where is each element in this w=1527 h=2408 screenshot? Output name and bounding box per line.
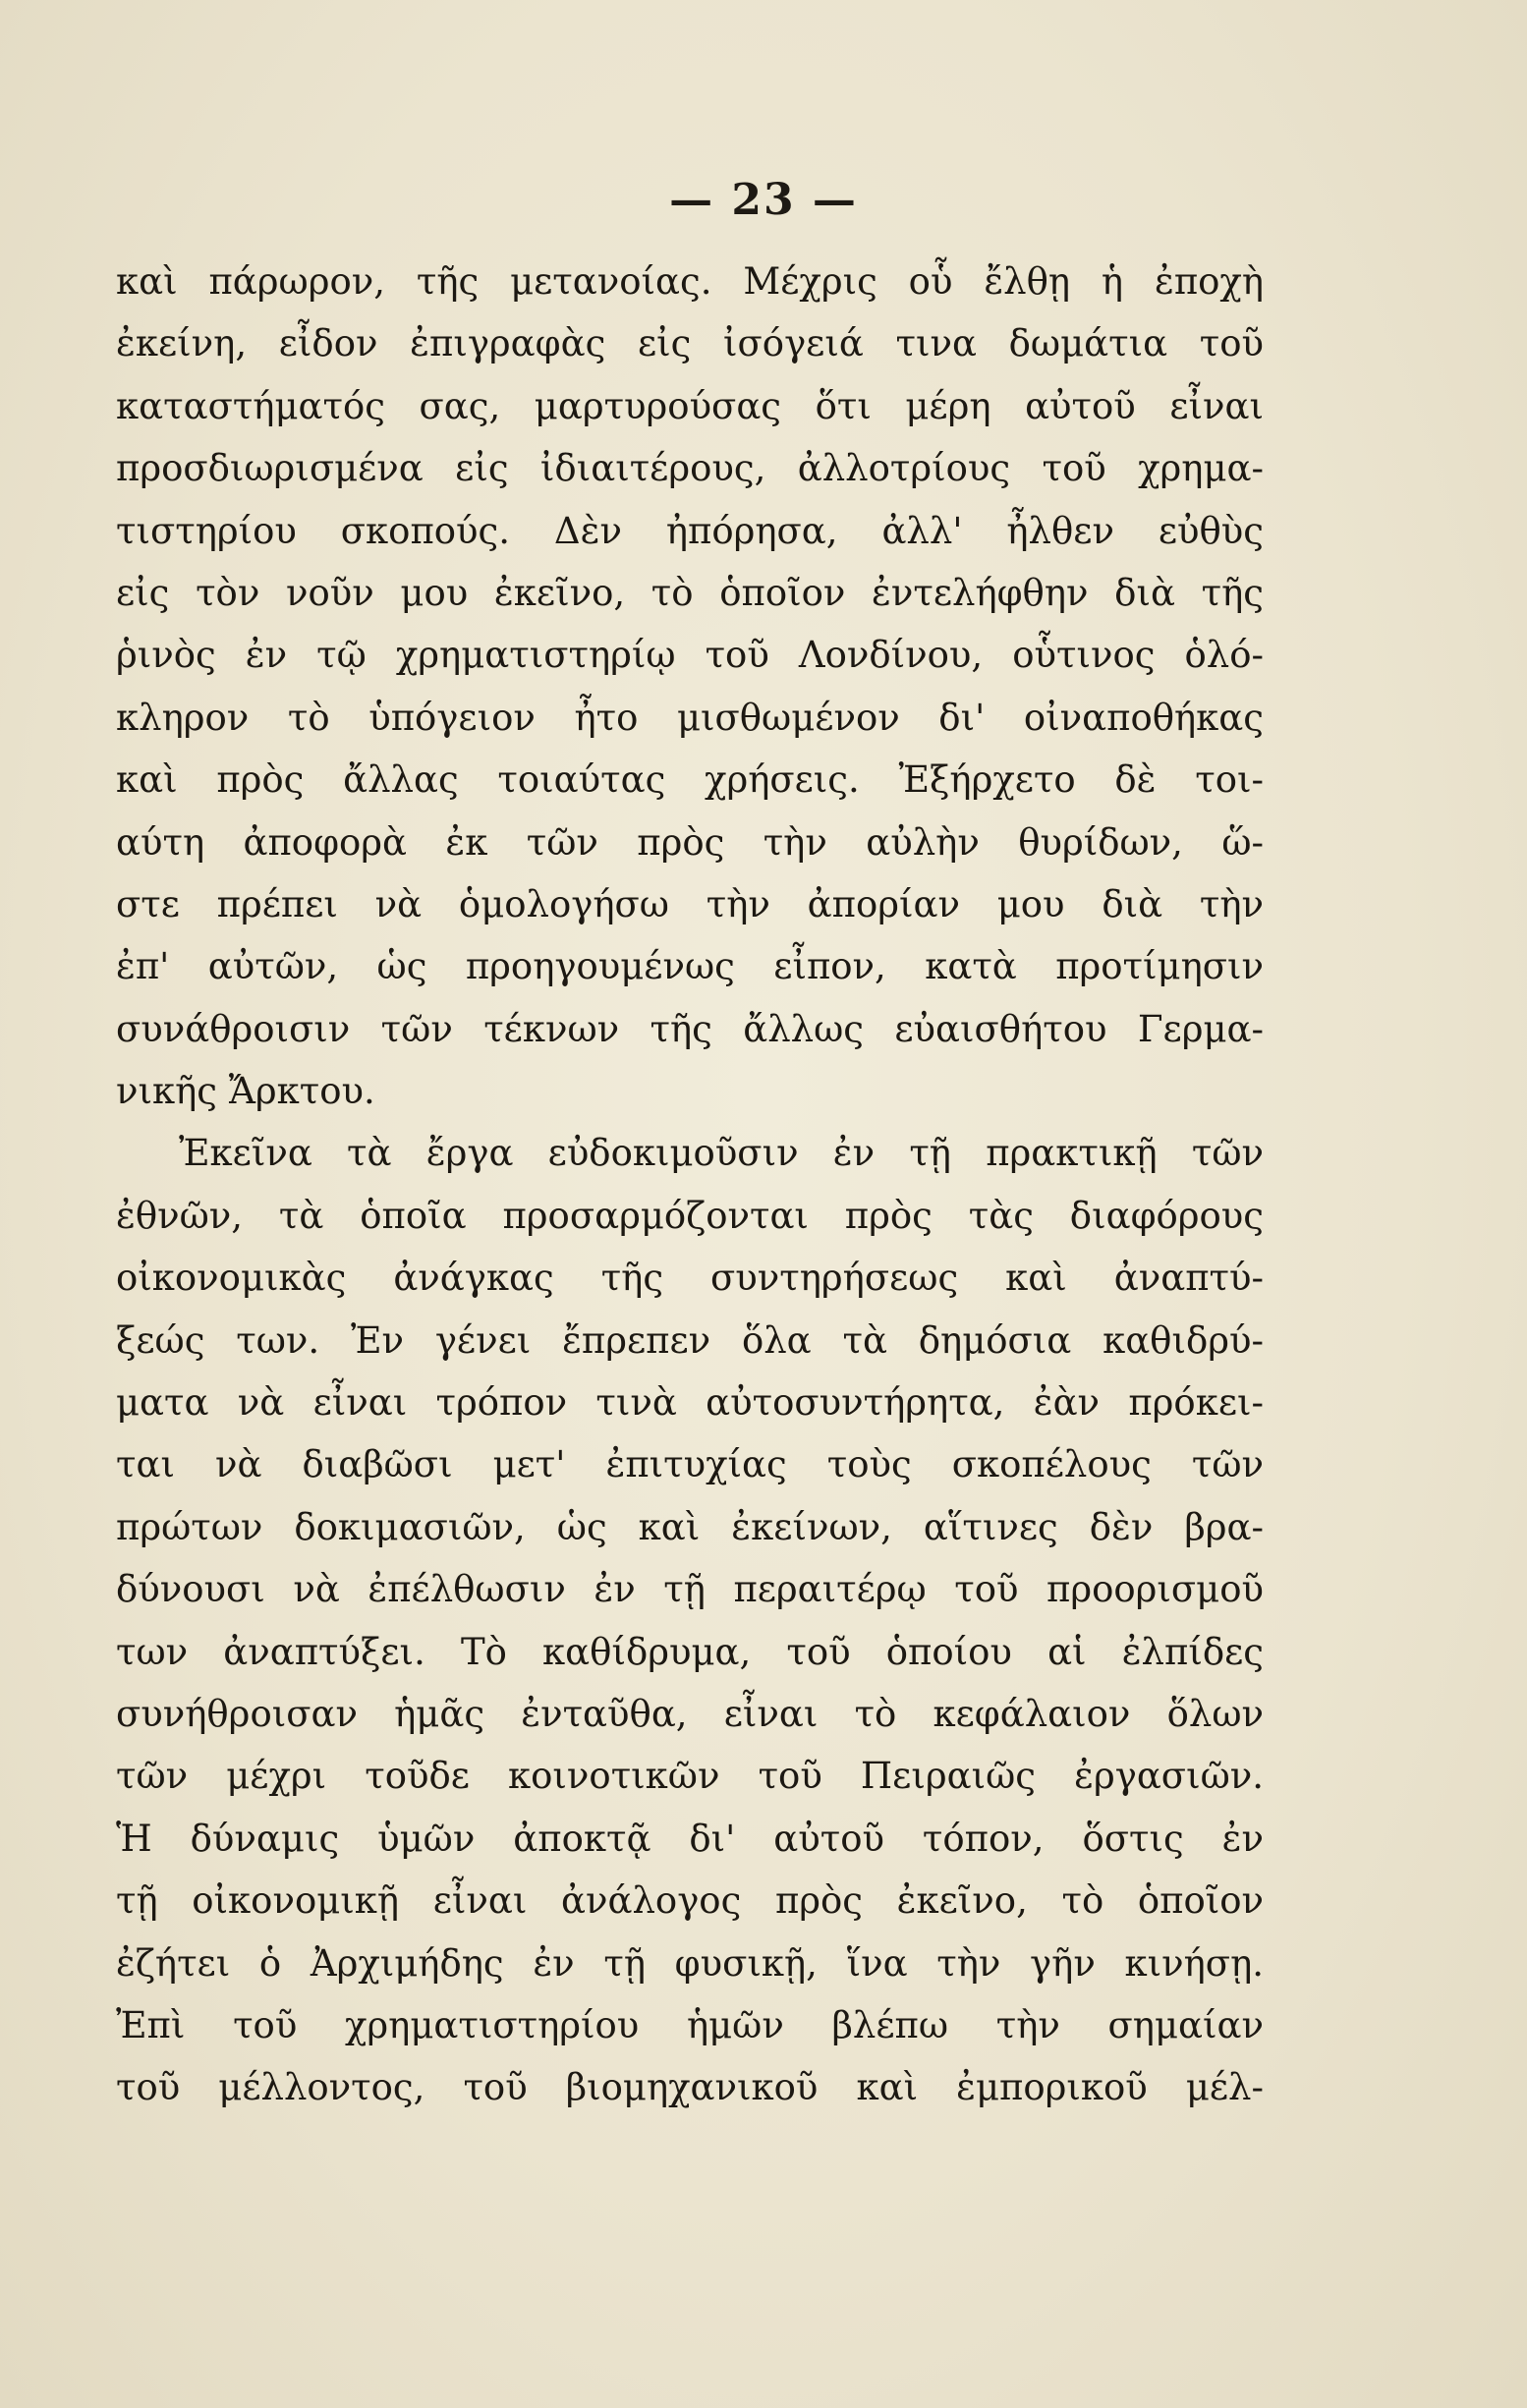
page-number: — 23 — bbox=[669, 175, 858, 225]
text-line: ἐπ' αὐτῶν, ὡς προηγουμένως εἶπον, κατὰ προτίμησιν bbox=[116, 945, 1264, 988]
text-line: καταστήματός σας, μαρτυρούσας ὅτι μέρη αὐτοῦ εἶναι bbox=[116, 384, 1264, 427]
text-line: πρώτων δοκιμασιῶν, ὡς καὶ ἐκείνων, αἵτινες δὲν βρα- bbox=[116, 1505, 1264, 1548]
text-line: καὶ πάρωρον, τῆς μετανοίας. Μέχρις οὗ ἔλθῃ ἡ ἐποχὴ bbox=[116, 260, 1264, 303]
text-line: εἰς τὸν νοῦν μου ἐκεῖνο, τὸ ὁποῖον ἐντελήφθην διὰ τῆς bbox=[116, 571, 1264, 614]
text-line: ἐκείνη, εἶδον ἐπιγραφὰς εἰς ἰσόγειά τινα δωμάτια τοῦ bbox=[116, 322, 1264, 365]
text-line: ῥινὸς ἐν τῷ χρηματιστηρίῳ τοῦ Λονδίνου, οὗτινος ὁλό- bbox=[116, 634, 1264, 677]
text-line: τῶν μέχρι τοῦδε κοινοτικῶν τοῦ Πειραιῶς ἐργασιῶν. bbox=[116, 1755, 1264, 1798]
text-line: ται νὰ διαβῶσι μετ' ἐπιτυχίας τοὺς σκοπέλους τῶν bbox=[116, 1443, 1264, 1486]
text-line: καὶ πρὸς ἄλλας τοιαύτας χρήσεις. Ἐξήρχετο δὲ τοι- bbox=[116, 758, 1264, 802]
text-line: στε πρέπει νὰ ὁμολογήσω τὴν ἀπορίαν μου διὰ τὴν bbox=[116, 882, 1264, 925]
text-line: οἰκονομικὰς ἀνάγκας τῆς συντηρήσεως καὶ ἀναπτύ- bbox=[116, 1257, 1264, 1300]
text-line: ματα νὰ εἶναι τρόπον τινὰ αὐτοσυντήρητα, ἐὰν πρόκει- bbox=[116, 1381, 1264, 1425]
text-line: νικῆς Ἄρκτου. bbox=[116, 1070, 375, 1113]
text-line: των ἀναπτύξει. Τὸ καθίδρυμα, τοῦ ὁποίου αἱ ἐλπίδες bbox=[116, 1630, 1264, 1673]
text-line: προσδιωρισμένα εἰς ἰδιαιτέρους, ἀλλοτρίους τοῦ χρημα- bbox=[116, 447, 1264, 490]
text-line: ἐζήτει ὁ Ἀρχιμήδης ἐν τῇ φυσικῇ, ἵνα τὴν γῆν κινήσῃ. bbox=[116, 1941, 1264, 1985]
text-line: Ἐπὶ τοῦ χρηματιστηρίου ἡμῶν βλέπω τὴν σημαίαν bbox=[116, 2003, 1264, 2046]
body-text bbox=[116, 251, 1264, 2119]
text-line: δύνουσι νὰ ἐπέλθωσιν ἐν τῇ περαιτέρῳ τοῦ προορισμοῦ bbox=[116, 1568, 1264, 1611]
text-line: ξεώς των. Ἐν γένει ἔπρεπεν ὅλα τὰ δημόσια καθιδρύ- bbox=[116, 1318, 1264, 1362]
text-line: συνήθροισαν ἡμᾶς ἐνταῦθα, εἶναι τὸ κεφάλαιον ὅλων bbox=[116, 1692, 1264, 1735]
text-line: τῇ οἰκονομικῇ εἶναι ἀνάλογος πρὸς ἐκεῖνο, τὸ ὁποῖον bbox=[116, 1879, 1264, 1923]
text-line: τιστηρίου σκοπούς. Δὲν ἠπόρησα, ἀλλ' ἦλθεν εὐθὺς bbox=[116, 509, 1264, 552]
text-line: κληρον τὸ ὑπόγειον ἦτο μισθωμένον δι' οἰναποθήκας bbox=[116, 696, 1264, 739]
text-line: Ἐκεῖνα τὰ ἔργα εὐδοκιμοῦσιν ἐν τῇ πρακτικῇ τῶν bbox=[179, 1132, 1264, 1175]
text-line: τοῦ μέλλοντος, τοῦ βιομηχανικοῦ καὶ ἐμπορικοῦ μέλ- bbox=[116, 2066, 1264, 2109]
text-line: συνάθροισιν τῶν τέκνων τῆς ἄλλως εὐαισθήτου Γερμα- bbox=[116, 1007, 1264, 1050]
text-line: αύτη ἀποφορὰ ἐκ τῶν πρὸς τὴν αὐλὴν θυρίδων, ὥ- bbox=[116, 820, 1264, 864]
text-line: Ἡ δύναμις ὑμῶν ἀποκτᾷ δι' αὐτοῦ τόπον, ὅστις ἐν bbox=[116, 1817, 1264, 1860]
text-line: ἐθνῶν, τὰ ὁποῖα προσαρμόζονται πρὸς τὰς διαφόρους bbox=[116, 1194, 1264, 1237]
